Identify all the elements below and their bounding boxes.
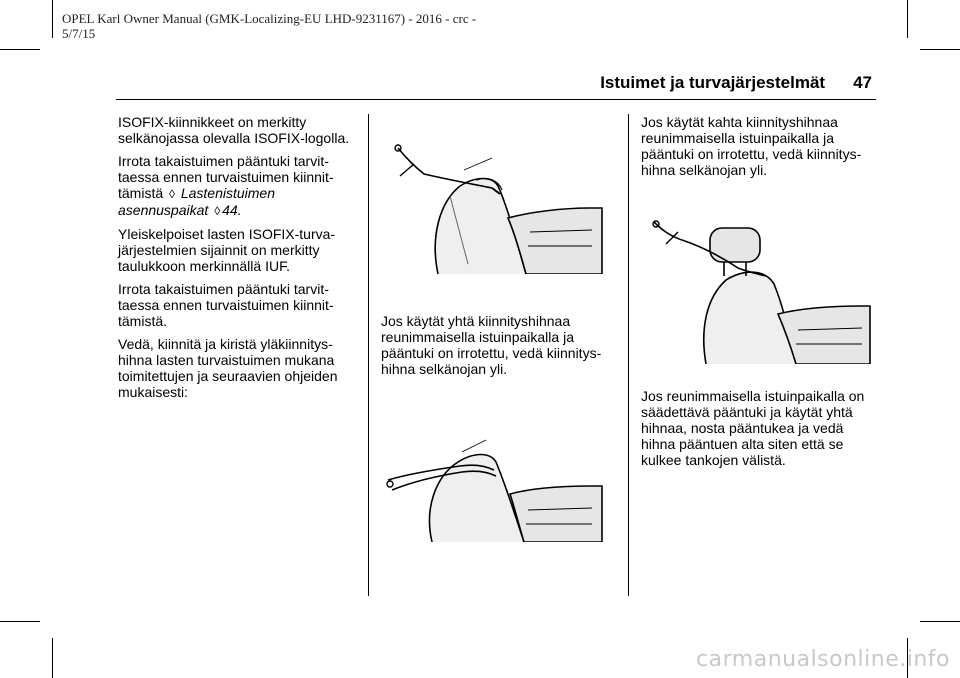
watermark: carmanualsonline.info: [696, 647, 950, 672]
running-head: [600, 73, 872, 93]
crop-mark: [920, 621, 960, 622]
paragraph-text: Irrota takaistuimen pääntuki tarvittaessa ennen turvaistuimen kiinnittämistä: [118, 153, 334, 201]
cross-reference-icon: ◊: [169, 187, 175, 201]
illustration-tether-over-seatback: [380, 136, 606, 274]
text-column-3b: [641, 388, 877, 475]
print-header-line1: OPEL Karl Owner Manual (GMK-Localizing-EU LHD-9231167) - 2016 - crc -: [62, 11, 477, 26]
text-column-2: [381, 313, 615, 384]
header-rule: [116, 99, 876, 100]
paragraph: Vedä, kiinnitä ja kiristä yläkiinnityshihna lasten turvaistuimen mukana toimitettujen ja seuraavien ohjeiden mukaisesti:: [118, 336, 338, 400]
paragraph: Irrota takaistuimen pääntuki tarvittaessa ennen turvaistuimen kiinnittämistä ◊ Lastenistuimen asennuspaikat ◊ 44.: [118, 153, 334, 218]
illustration-tether-under-headrest: [648, 214, 874, 364]
cross-reference-page[interactable]: 44: [222, 202, 238, 218]
crop-mark: [52, 0, 53, 38]
cross-reference-icon: ◊: [214, 204, 221, 218]
section-title: Istuimet ja turvajärjestelmät: [600, 73, 826, 92]
page-number: 47: [853, 73, 872, 92]
crop-mark: [0, 49, 40, 50]
crop-mark: [920, 49, 960, 50]
paragraph: ISOFIX-kiinnikkeet on merkitty selkänojassa olevalla ISOFIX-logolla.: [118, 114, 350, 146]
text-column-1: [118, 114, 356, 407]
paragraph: Yleiskelpoiset lasten ISOFIX-turvajärjestelmien sijainnit on merkitty taulukkoon merkinnällä IUF.: [118, 226, 336, 274]
figure-caption: Jos käytät yhtä kiinnityshihnaa reunimmaisella istuinpaikalla ja pääntuki on irrotettu, vedä kiinnityshihna selkänojan yli.: [381, 313, 602, 377]
crop-mark: [52, 638, 53, 678]
crop-mark: [0, 621, 40, 622]
print-header: [62, 11, 476, 41]
illustration-two-tethers-over-seatback: [382, 430, 606, 542]
paragraph: Jos reunimmaisella istuinpaikalla on säädettävä pääntuki ja käytät yhtä hihnaa, nosta pääntukea ja vedä hihna pääntuen alta siten että se kulkee tankojen välistä.: [641, 388, 865, 468]
print-header-line2: 5/7/15: [62, 26, 96, 41]
text-column-3: [641, 114, 877, 185]
column-separator: [368, 114, 369, 596]
cross-reference-link[interactable]: Lastenistuimen asennuspaikat: [118, 185, 276, 218]
paragraph: Irrota takaistuimen pääntuki tarvittaessa ennen turvaistuimen kiinnittämistä.: [118, 281, 334, 329]
crop-mark: [907, 0, 908, 38]
column-separator: [628, 114, 629, 596]
paragraph: Jos käytät kahta kiinnityshihnaa reunimmaisella istuinpaikalla ja pääntuki on irrotettu, vedä kiinnityshihna selkänojan yli.: [641, 114, 862, 178]
